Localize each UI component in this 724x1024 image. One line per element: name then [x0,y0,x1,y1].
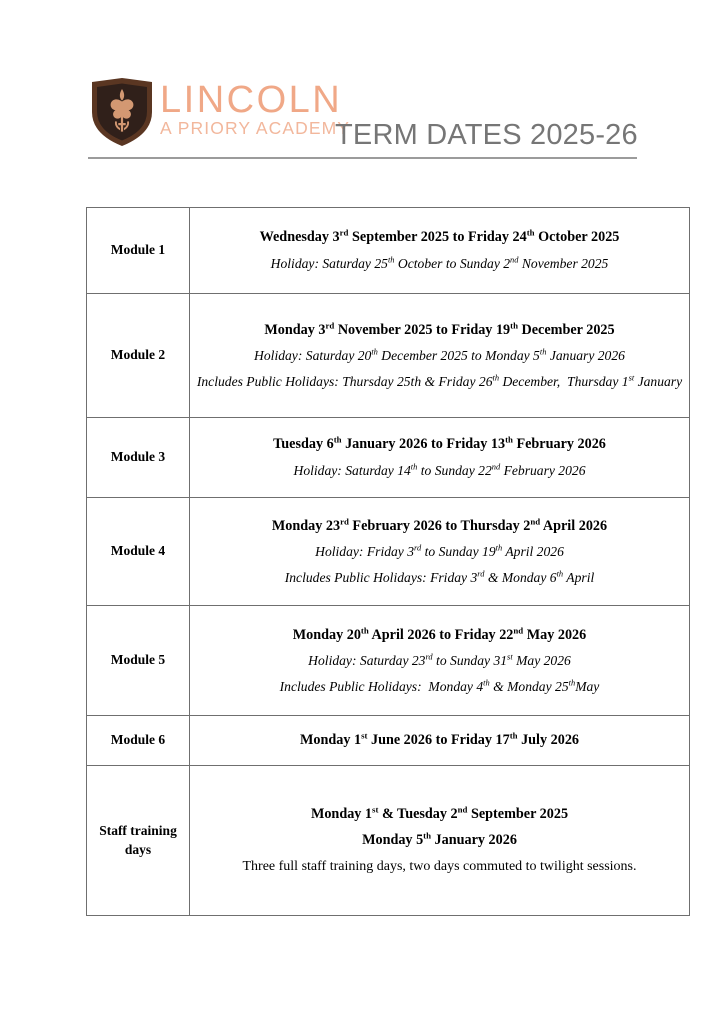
term-dates-table [86,207,690,916]
date-text: Holiday: Saturday 23 [308,653,426,669]
row-label: Staff training [99,823,177,839]
ordinal-suffix: th [360,624,369,635]
date-line [190,513,689,539]
ordinal-suffix: th [510,319,518,330]
date-line [190,648,689,674]
ordinal-suffix: th [505,434,513,445]
table-row [87,606,690,716]
date-text: Monday 3 [264,321,326,338]
row-label-cell [87,294,190,418]
row-label: Module 1 [110,242,166,258]
date-text: Wednesday 3 [259,229,340,246]
ordinal-suffix: th [509,730,518,741]
term-dates-table-body [87,208,690,916]
date-text: June 2026 to Friday 17 [367,732,510,749]
date-text: Monday 23 [271,517,341,534]
ordinal-suffix: nd [513,624,524,635]
row-label-cell [87,606,190,716]
date-text: Three full staff training days, two days commuted to twilight sessions. [242,858,637,874]
date-text: & Monday 6 [484,569,557,585]
row-label-cell [87,498,190,606]
school-logo [88,76,350,148]
date-line [190,224,689,250]
ordinal-suffix: rd [325,319,335,330]
ordinal-suffix: th [371,346,378,357]
logo-wordmark [160,76,350,138]
shield-crest-icon [88,76,156,148]
ordinal-suffix: th [526,227,535,238]
date-text: October to Sunday 2 [394,255,511,271]
date-text: Holiday: Saturday 20 [254,348,372,364]
date-text: December 2025 [517,321,615,338]
ordinal-suffix: nd [530,515,541,526]
date-text: Monday 5 [362,832,424,849]
date-line [190,622,689,648]
table-row [87,498,690,606]
ordinal-suffix: th [492,372,500,383]
row-content-cell [190,294,690,418]
ordinal-suffix: rd [425,651,433,662]
ordinal-suffix: nd [491,461,501,472]
date-text: Monday 20 [292,626,361,643]
date-line [190,369,689,395]
ordinal-suffix: th [556,568,564,579]
date-text: & Monday 25 [489,678,569,694]
date-text: September 2025 [467,805,569,822]
ordinal-suffix: th [333,434,342,445]
ordinal-suffix: st [507,651,513,662]
date-text: Includes Public Holidays: Thursday 25th & Friday 26 [196,373,493,389]
date-text: January 2026 [546,348,625,364]
date-line [190,674,689,700]
date-line [190,801,689,827]
ordinal-suffix: st [372,804,379,815]
date-line [190,431,689,457]
ordinal-suffix: rd [414,542,422,553]
table-row [87,766,690,916]
date-text: & Tuesday 2 [378,805,458,822]
ordinal-suffix: nd [457,804,468,815]
date-text: December 2025 to Monday 5 [377,348,540,364]
date-line [190,727,689,753]
date-line [190,539,689,565]
row-label-cell [87,766,190,916]
date-text: November 2025 [518,255,609,271]
row-label: Module 4 [110,543,166,559]
date-text: Holiday: Saturday 14 [293,462,411,478]
ordinal-suffix: th [423,830,431,841]
ordinal-suffix: rd [340,515,349,526]
date-text: April 2026 to Friday 22 [368,626,514,643]
row-label-cell [87,716,190,766]
row-content-cell [190,418,690,498]
date-line [190,317,689,343]
row-label: days [124,841,152,857]
date-text: December, Thursday 1 [499,373,629,389]
date-text: September 2025 to Friday 24 [348,229,527,246]
row-label-cell [87,208,190,294]
date-text: May [575,678,600,694]
date-text: Includes Public Holidays: Monday 4 [279,678,484,694]
table-row [87,208,690,294]
date-text: May 2026 [512,653,571,669]
date-line [190,251,689,277]
ordinal-suffix: st [628,372,635,383]
date-line [190,565,689,591]
row-label: Module 5 [110,652,166,668]
date-line [190,458,689,484]
date-line [190,827,689,853]
logo-wordmark-main: LINCOLN [160,79,343,121]
page-title: TERM DATES 2025-26 [335,119,638,151]
ordinal-suffix: nd [510,254,519,265]
row-label-cell [87,418,190,498]
row-label: Module 6 [110,732,166,748]
date-text: to Sunday 22 [417,462,492,478]
date-text: July 2026 [517,732,580,749]
date-line [190,854,689,880]
date-text: April 2026 [540,517,608,534]
date-text: Tuesday 6 [273,436,334,453]
date-text: Holiday: Saturday 25 [270,255,388,271]
row-content-cell [190,498,690,606]
table-row [87,716,690,766]
row-label: Module 2 [110,347,166,363]
row-content-cell [190,716,690,766]
date-text: Includes Public Holidays: Friday 3 [284,569,478,585]
ordinal-suffix: rd [339,227,349,238]
ordinal-suffix: th [495,542,503,553]
date-text: October 2025 [534,229,620,246]
ordinal-suffix: rd [477,568,485,579]
date-text: to Sunday 19 [421,544,496,560]
ordinal-suffix: th [410,461,418,472]
table-row [87,294,690,418]
date-text: Monday 1 [310,805,373,822]
header-divider [88,157,637,159]
date-text: Holiday: Friday 3 [315,544,415,560]
date-text: May 2026 [523,626,587,643]
date-text: January [634,373,683,389]
date-text: to Sunday 31 [432,653,508,669]
date-text: January 2026 [431,832,517,849]
row-label: Module 3 [110,449,166,465]
date-text: January 2026 to Friday 13 [341,436,506,453]
ordinal-suffix: st [361,730,368,741]
row-content-cell [190,766,690,916]
date-line [190,343,689,369]
logo-wordmark-sub: A PRIORY ACADEMY [160,118,351,139]
ordinal-suffix: th [568,677,576,688]
date-text: February 2026 [500,462,586,478]
date-text: February 2026 to Thursday 2 [348,517,531,534]
row-content-cell [190,208,690,294]
date-text: April [563,569,595,585]
date-text: Monday 1 [299,732,362,749]
ordinal-suffix: th [539,346,547,357]
ordinal-suffix: th [483,677,490,688]
document-header [88,76,637,162]
table-row [87,418,690,498]
date-text: November 2025 to Friday 19 [334,321,511,338]
ordinal-suffix: th [387,254,395,265]
date-text: April 2026 [502,544,564,560]
row-content-cell [190,606,690,716]
date-text: February 2026 [512,436,606,453]
